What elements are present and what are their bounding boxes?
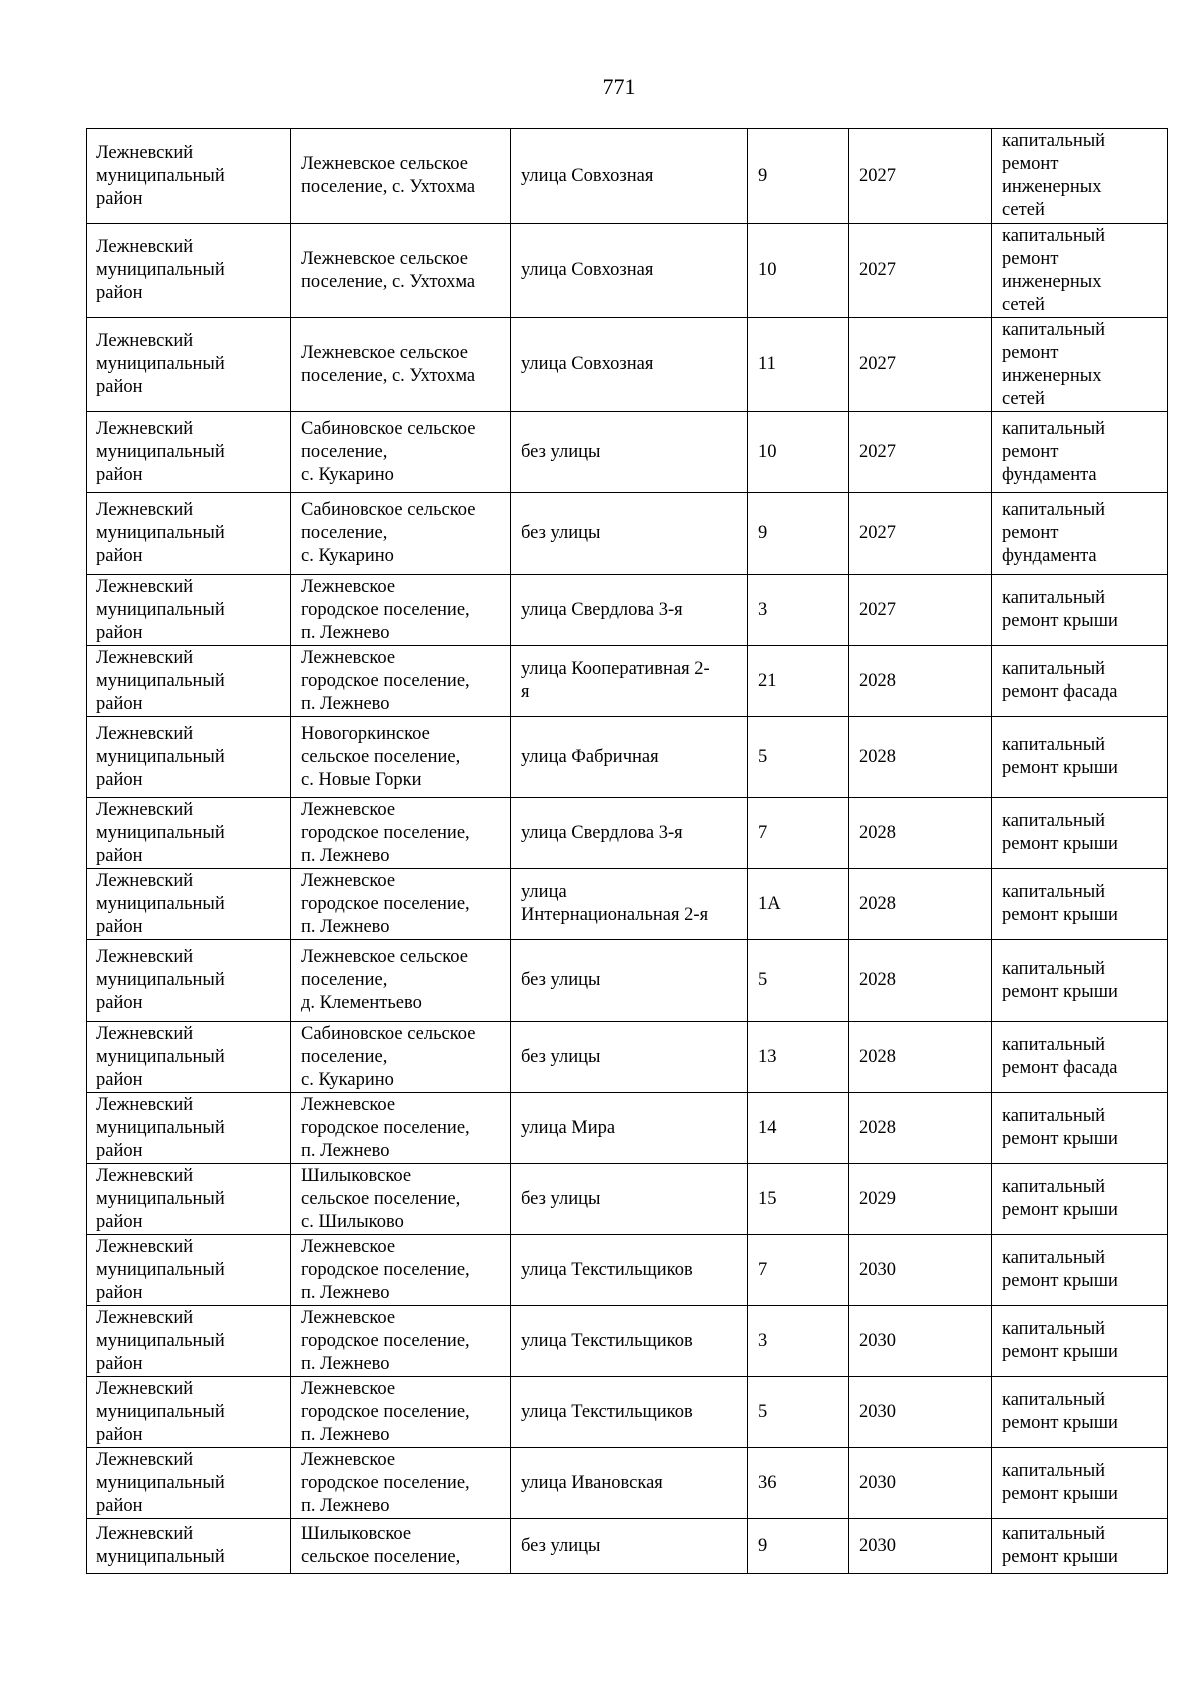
year-cell: 2030 — [849, 1519, 992, 1574]
house-number-cell: 5 — [748, 717, 849, 798]
year-cell: 2030 — [849, 1377, 992, 1448]
district-cell: Лежневский муниципальный — [87, 1519, 291, 1574]
work-type-cell: капитальный ремонт крыши — [992, 1093, 1168, 1164]
settlement-cell: Лежневское городское поселение, п. Лежнево — [291, 646, 511, 717]
table-row — [87, 1164, 1168, 1235]
district-cell: Лежневский муниципальный район — [87, 717, 291, 798]
district-cell: Лежневский муниципальный район — [87, 940, 291, 1022]
work-type-cell: капитальный ремонт инженерных сетей — [992, 129, 1168, 224]
table-row — [87, 575, 1168, 646]
settlement-cell: Лежневское городское поселение, п. Лежнево — [291, 1448, 511, 1519]
table-row — [87, 1519, 1168, 1574]
table-row — [87, 1022, 1168, 1093]
settlement-cell: Лежневское городское поселение, п. Лежнево — [291, 869, 511, 940]
district-cell: Лежневский муниципальный район — [87, 869, 291, 940]
street-cell: без улицы — [511, 493, 748, 575]
work-type-cell: капитальный ремонт крыши — [992, 1306, 1168, 1377]
street-cell: без улицы — [511, 1519, 748, 1574]
year-cell: 2028 — [849, 798, 992, 869]
work-type-cell: капитальный ремонт крыши — [992, 869, 1168, 940]
work-type-cell: капитальный ремонт фасада — [992, 646, 1168, 717]
house-number-cell: 9 — [748, 493, 849, 575]
settlement-cell: Лежневское городское поселение, п. Лежнево — [291, 1235, 511, 1306]
street-cell: улица Текстильщиков — [511, 1306, 748, 1377]
work-type-cell: капитальный ремонт крыши — [992, 1377, 1168, 1448]
work-type-cell: капитальный ремонт инженерных сетей — [992, 318, 1168, 412]
settlement-cell: Лежневское сельское поселение, с. Ухтохма — [291, 318, 511, 412]
district-cell: Лежневский муниципальный район — [87, 1235, 291, 1306]
table-row — [87, 798, 1168, 869]
year-cell: 2027 — [849, 224, 992, 318]
year-cell: 2029 — [849, 1164, 992, 1235]
house-number-cell: 5 — [748, 940, 849, 1022]
house-number-cell: 5 — [748, 1377, 849, 1448]
year-cell: 2028 — [849, 1093, 992, 1164]
house-number-cell: 9 — [748, 1519, 849, 1574]
table-row — [87, 493, 1168, 575]
table-row — [87, 318, 1168, 412]
house-number-cell: 9 — [748, 129, 849, 224]
year-cell: 2030 — [849, 1235, 992, 1306]
table-row — [87, 1448, 1168, 1519]
year-cell: 2030 — [849, 1306, 992, 1377]
house-number-cell: 3 — [748, 575, 849, 646]
district-cell: Лежневский муниципальный район — [87, 575, 291, 646]
settlement-cell: Шилыковское сельское поселение, — [291, 1519, 511, 1574]
table-row — [87, 940, 1168, 1022]
table-row — [87, 717, 1168, 798]
table-row — [87, 646, 1168, 717]
street-cell: улица Совхозная — [511, 129, 748, 224]
work-type-cell: капитальный ремонт фасада — [992, 1022, 1168, 1093]
work-type-cell: капитальный ремонт крыши — [992, 1519, 1168, 1574]
street-cell: без улицы — [511, 940, 748, 1022]
year-cell: 2027 — [849, 575, 992, 646]
street-cell: улица Ивановская — [511, 1448, 748, 1519]
house-number-cell: 7 — [748, 1235, 849, 1306]
work-type-cell: капитальный ремонт крыши — [992, 798, 1168, 869]
settlement-cell: Новогоркинское сельское поселение, с. Новые Горки — [291, 717, 511, 798]
settlement-cell: Лежневское сельское поселение, с. Ухтохма — [291, 224, 511, 318]
year-cell: 2028 — [849, 1022, 992, 1093]
year-cell: 2027 — [849, 318, 992, 412]
work-type-cell: капитальный ремонт фундамента — [992, 493, 1168, 575]
district-cell: Лежневский муниципальный район — [87, 1306, 291, 1377]
settlement-cell: Лежневское сельское поселение, д. Клементьево — [291, 940, 511, 1022]
work-type-cell: капитальный ремонт крыши — [992, 1235, 1168, 1306]
house-number-cell: 14 — [748, 1093, 849, 1164]
house-number-cell: 15 — [748, 1164, 849, 1235]
year-cell: 2028 — [849, 869, 992, 940]
district-cell: Лежневский муниципальный район — [87, 412, 291, 493]
work-type-cell: капитальный ремонт инженерных сетей — [992, 224, 1168, 318]
house-number-cell: 13 — [748, 1022, 849, 1093]
street-cell: улица Фабричная — [511, 717, 748, 798]
work-type-cell: капитальный ремонт крыши — [992, 575, 1168, 646]
district-cell: Лежневский муниципальный район — [87, 1377, 291, 1448]
street-cell: улица Кооперативная 2- я — [511, 646, 748, 717]
street-cell: улица Совхозная — [511, 224, 748, 318]
settlement-cell: Сабиновское сельское поселение, с. Кукарино — [291, 1022, 511, 1093]
street-cell: улица Свердлова 3-я — [511, 798, 748, 869]
work-type-cell: капитальный ремонт крыши — [992, 717, 1168, 798]
work-type-cell: капитальный ремонт фундамента — [992, 412, 1168, 493]
work-type-cell: капитальный ремонт крыши — [992, 1164, 1168, 1235]
street-cell: улица Свердлова 3-я — [511, 575, 748, 646]
housing-repair-table — [86, 128, 1168, 1574]
year-cell: 2027 — [849, 412, 992, 493]
table-row — [87, 1235, 1168, 1306]
district-cell: Лежневский муниципальный район — [87, 1164, 291, 1235]
house-number-cell: 11 — [748, 318, 849, 412]
house-number-cell: 10 — [748, 224, 849, 318]
house-number-cell: 7 — [748, 798, 849, 869]
street-cell: улица Текстильщиков — [511, 1377, 748, 1448]
work-type-cell: капитальный ремонт крыши — [992, 940, 1168, 1022]
table-body — [87, 129, 1168, 1574]
street-cell: улица Интернациональная 2-я — [511, 869, 748, 940]
table-row — [87, 1093, 1168, 1164]
house-number-cell: 21 — [748, 646, 849, 717]
district-cell: Лежневский муниципальный район — [87, 798, 291, 869]
street-cell: без улицы — [511, 412, 748, 493]
settlement-cell: Лежневское городское поселение, п. Лежнево — [291, 798, 511, 869]
street-cell: улица Мира — [511, 1093, 748, 1164]
settlement-cell: Шилыковское сельское поселение, с. Шилыково — [291, 1164, 511, 1235]
district-cell: Лежневский муниципальный район — [87, 493, 291, 575]
street-cell: без улицы — [511, 1022, 748, 1093]
year-cell: 2027 — [849, 129, 992, 224]
page-number: 771 — [602, 74, 636, 99]
table-row — [87, 1377, 1168, 1448]
house-number-cell: 3 — [748, 1306, 849, 1377]
street-cell: без улицы — [511, 1164, 748, 1235]
street-cell: улица Текстильщиков — [511, 1235, 748, 1306]
settlement-cell: Лежневское городское поселение, п. Лежнево — [291, 575, 511, 646]
work-type-cell: капитальный ремонт крыши — [992, 1448, 1168, 1519]
district-cell: Лежневский муниципальный район — [87, 318, 291, 412]
settlement-cell: Сабиновское сельское поселение, с. Кукарино — [291, 493, 511, 575]
district-cell: Лежневский муниципальный район — [87, 129, 291, 224]
year-cell: 2028 — [849, 646, 992, 717]
street-cell: улица Совхозная — [511, 318, 748, 412]
settlement-cell: Лежневское городское поселение, п. Лежнево — [291, 1093, 511, 1164]
settlement-cell: Лежневское городское поселение, п. Лежнево — [291, 1306, 511, 1377]
year-cell: 2028 — [849, 940, 992, 1022]
settlement-cell: Лежневское сельское поселение, с. Ухтохма — [291, 129, 511, 224]
house-number-cell: 1А — [748, 869, 849, 940]
house-number-cell: 10 — [748, 412, 849, 493]
district-cell: Лежневский муниципальный район — [87, 1093, 291, 1164]
house-number-cell: 36 — [748, 1448, 849, 1519]
year-cell: 2030 — [849, 1448, 992, 1519]
table-row — [87, 224, 1168, 318]
table-row — [87, 412, 1168, 493]
table-row — [87, 129, 1168, 224]
district-cell: Лежневский муниципальный район — [87, 1448, 291, 1519]
district-cell: Лежневский муниципальный район — [87, 1022, 291, 1093]
year-cell: 2027 — [849, 493, 992, 575]
settlement-cell: Лежневское городское поселение, п. Лежнево — [291, 1377, 511, 1448]
year-cell: 2028 — [849, 717, 992, 798]
table-row — [87, 869, 1168, 940]
table-row — [87, 1306, 1168, 1377]
district-cell: Лежневский муниципальный район — [87, 646, 291, 717]
district-cell: Лежневский муниципальный район — [87, 224, 291, 318]
settlement-cell: Сабиновское сельское поселение, с. Кукарино — [291, 412, 511, 493]
